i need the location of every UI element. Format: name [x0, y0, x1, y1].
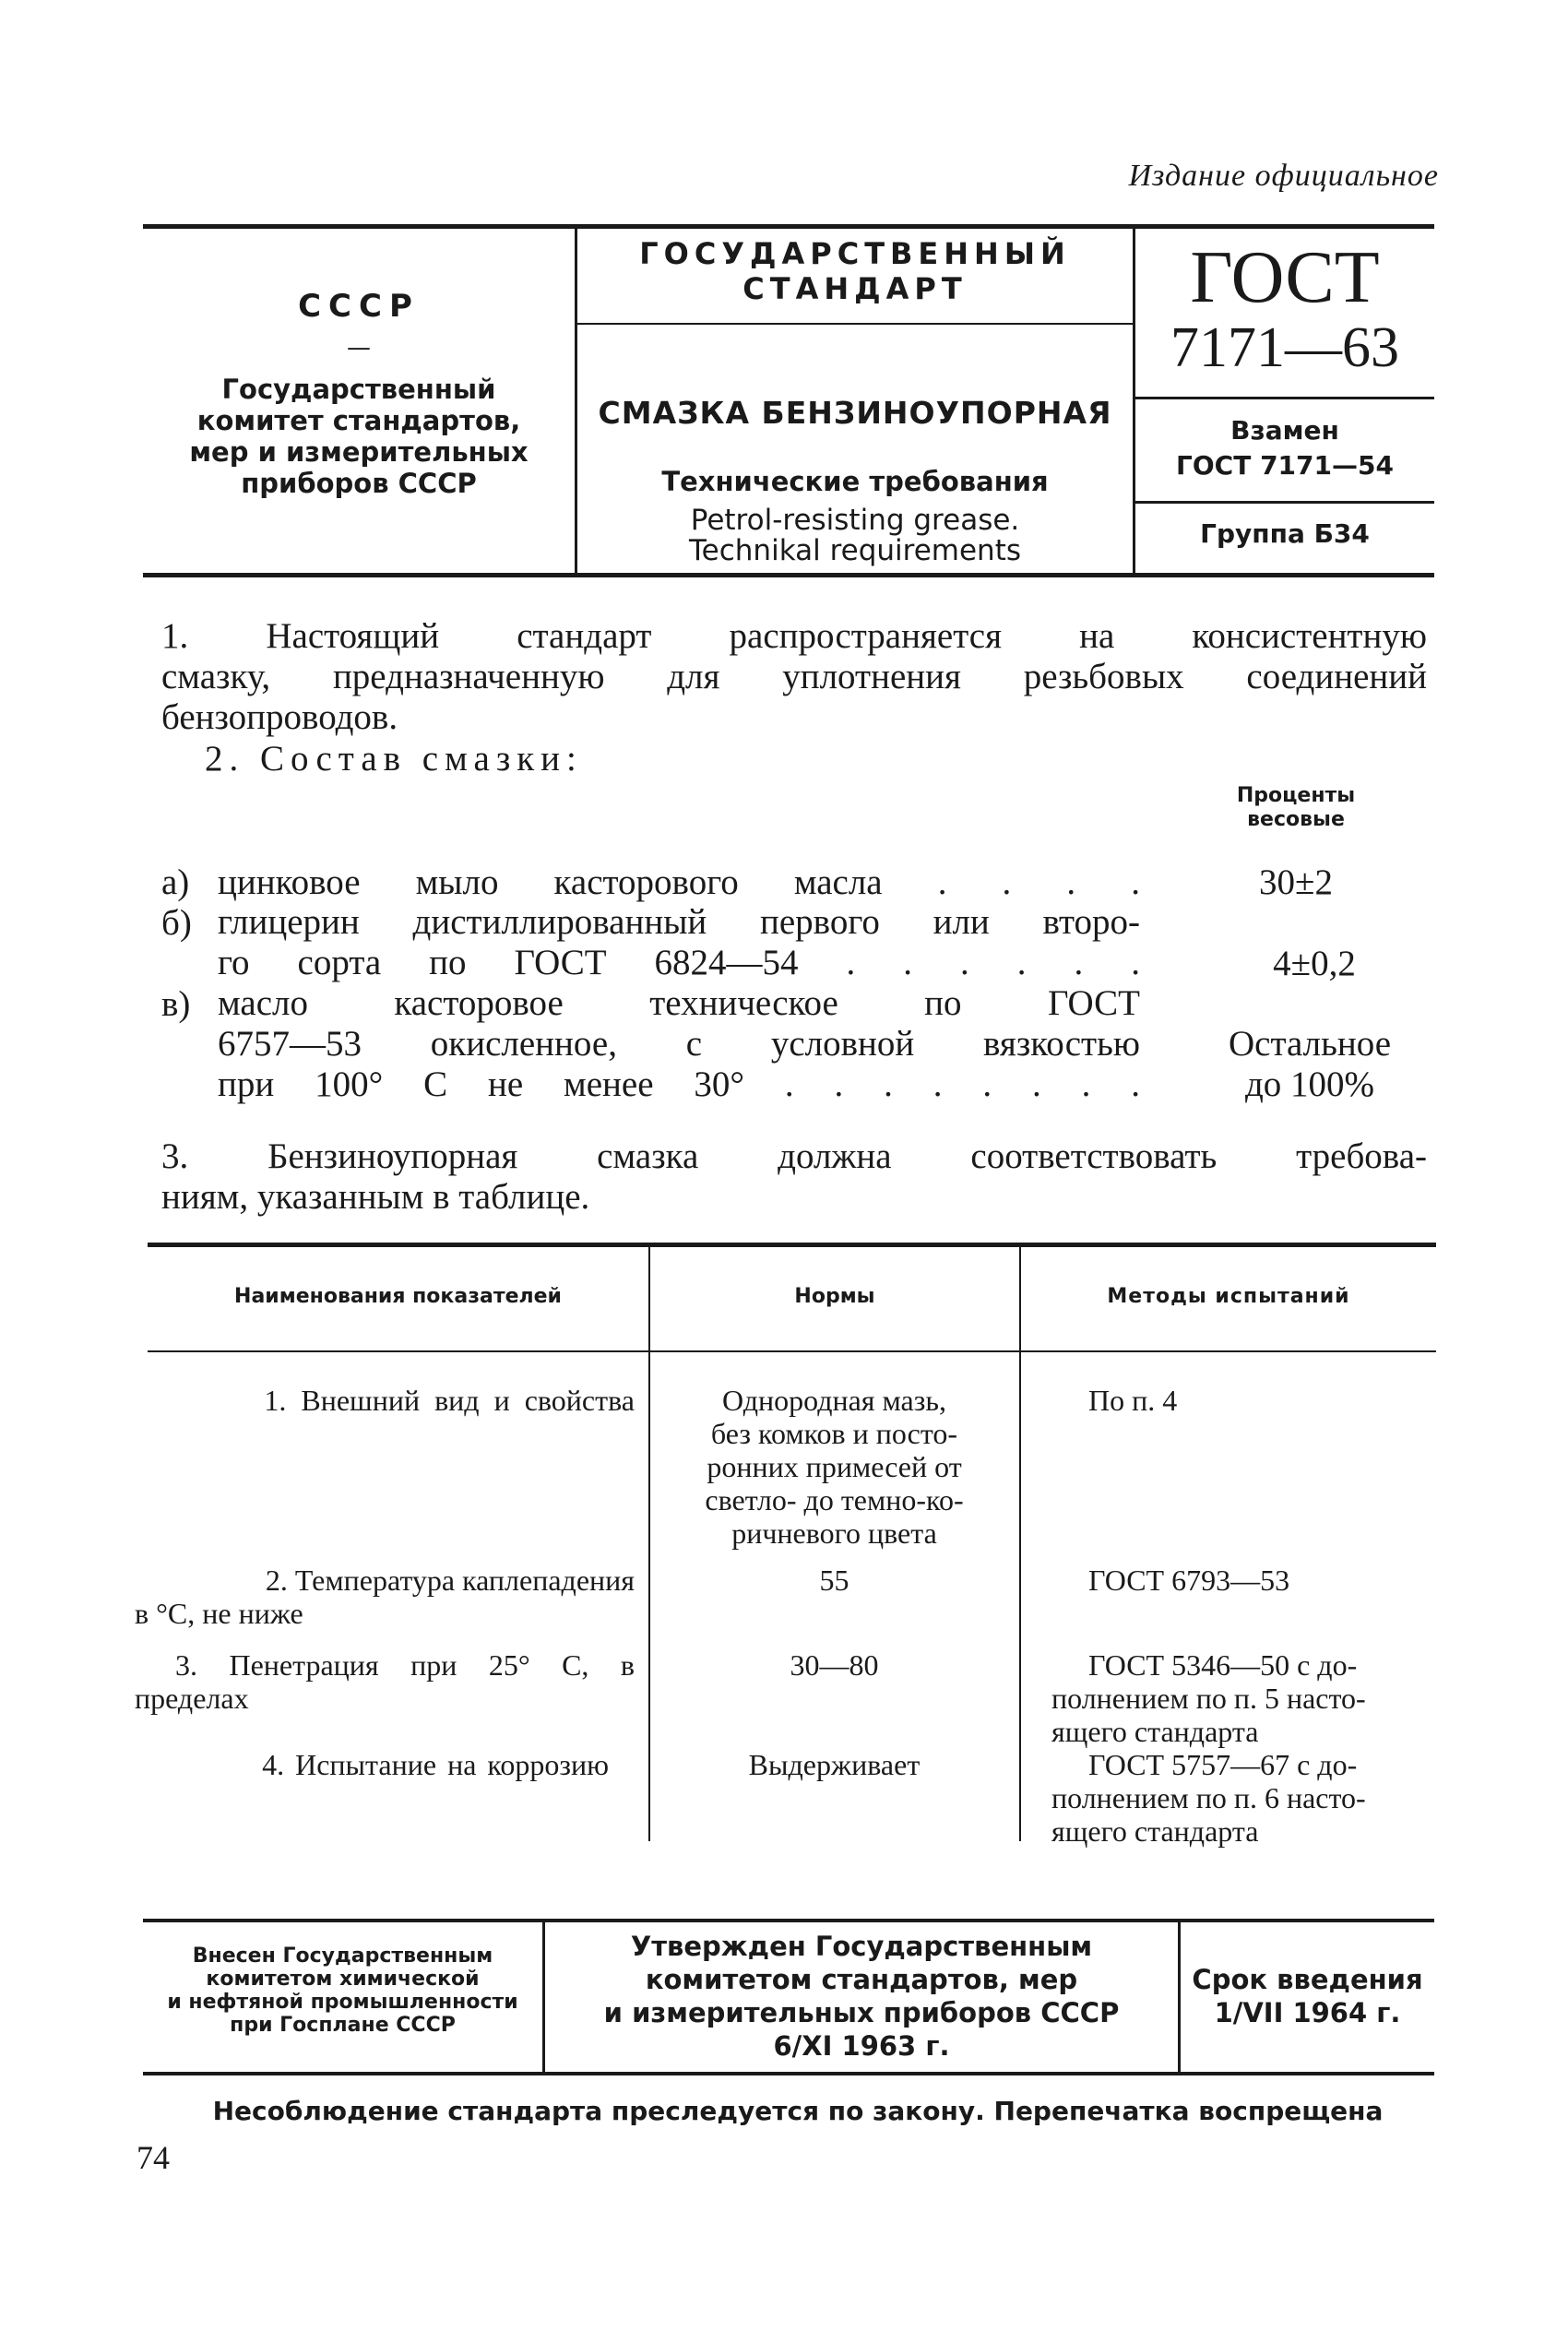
- row-method-line: полнением по п. 5 насто-: [1051, 1682, 1366, 1715]
- header-top-rule: [143, 224, 1434, 229]
- item-value: [1181, 1024, 1439, 1105]
- english-line: Petrol-resisting grease.: [690, 504, 1020, 537]
- row-norm: [657, 1564, 1012, 1597]
- org-name: [143, 374, 575, 499]
- state-standard-line: СТАНДАРТ: [742, 271, 968, 306]
- org-country: СССР: [298, 288, 420, 325]
- org-dash: —: [347, 334, 371, 362]
- composition-heading: 2. Состав смазки:: [205, 739, 583, 779]
- paragraph-line: смазку, предназначенную для уплотнения резьбовых соединений: [161, 657, 1427, 696]
- row-name-line: пределах: [135, 1682, 249, 1715]
- org-line: приборов СССР: [241, 468, 477, 499]
- state-standard-line: ГОСУДАРСТВЕННЫЙ: [639, 236, 1071, 271]
- document-title: СМАЗКА БЕНЗИНОУПОРНАЯ: [598, 395, 1112, 431]
- table-col-divider-2-body: [1019, 1352, 1021, 1841]
- table-col-divider-1-body: [648, 1352, 650, 1841]
- item-text: [218, 983, 1140, 1105]
- introduced-line: Внесен Государственным: [192, 1944, 493, 1968]
- row-method: [1051, 1648, 1437, 1748]
- footer-top-rule: [143, 1919, 1434, 1922]
- row-method-line: ГОСТ 5346—50 с до-: [1088, 1648, 1358, 1682]
- item-line: масло касторовое техническое по ГОСТ: [218, 983, 1140, 1023]
- row-name: [129, 1384, 635, 1417]
- org-line: мер и измерительных: [189, 436, 529, 468]
- introduced-line: и нефтяной промышленности: [167, 1991, 518, 2014]
- replaces-line: Взамен: [1230, 415, 1339, 446]
- row-method-line: ящего стандарта: [1051, 1814, 1259, 1848]
- table-header-name: Наименования показателей: [234, 1285, 562, 1308]
- row-norm-line: ричневого цвета: [731, 1516, 937, 1550]
- paragraph-3: [161, 1136, 1427, 1218]
- row-method: [1088, 1564, 1439, 1597]
- paragraph-line: бензопроводов.: [161, 697, 398, 737]
- document-subtitle: Технические требования: [661, 466, 1049, 497]
- row-norm-line: 30—80: [790, 1648, 879, 1682]
- row-norm-line: Однородная мазь,: [722, 1384, 946, 1417]
- percent-column-header: [1190, 784, 1402, 832]
- introduced-by: [143, 1944, 542, 2037]
- item-text: [218, 902, 1140, 983]
- row-norm-line: ронних примесей от: [707, 1450, 962, 1483]
- replaces-line: ГОСТ 7171—54: [1176, 450, 1394, 481]
- row-name-line: 1. Внешний вид и свойства: [264, 1384, 635, 1417]
- org-line: Государственный: [221, 374, 496, 405]
- header-mid-rule: [577, 323, 1133, 325]
- table-header-method: Методы испытаний: [1107, 1285, 1350, 1308]
- effective-line: 1/VII 1964 г.: [1214, 1997, 1401, 2028]
- paragraph-line: 3. Бензиноупорная смазка должна соответствовать требова-: [161, 1136, 1427, 1176]
- header-bottom-rule: [143, 573, 1434, 577]
- item-letter: в): [161, 984, 191, 1024]
- row-name-line: 2. Температура каплепадения: [265, 1564, 635, 1597]
- approved-by: [545, 1930, 1178, 2063]
- row-method-line: ГОСТ 5757—67 с до-: [1088, 1748, 1358, 1781]
- group-label: Группа Б34: [1200, 518, 1370, 549]
- item-letter: а): [161, 862, 190, 902]
- english-title: [577, 505, 1133, 566]
- percent-header-line: Проценты: [1236, 784, 1356, 807]
- effective-date: [1181, 1963, 1434, 2029]
- row-name: [135, 1648, 635, 1715]
- gost-rule-2: [1135, 501, 1434, 504]
- row-method-line: полнением по п. 6 насто-: [1051, 1781, 1366, 1814]
- row-name: [129, 1748, 609, 1781]
- item-value-line: Остальное: [1228, 1024, 1392, 1064]
- item-value-line: до 100%: [1244, 1064, 1375, 1104]
- item-value: 30±2: [1259, 862, 1333, 902]
- approved-line: Утвержден Государственным: [630, 1931, 1093, 1962]
- row-norm-line: без комков и посто-: [710, 1417, 958, 1450]
- item-line: глицерин дистиллированный первого или второ-: [218, 902, 1140, 942]
- row-name-line: 4. Испытание на коррозию: [262, 1748, 609, 1781]
- page-number: 74: [137, 2139, 170, 2176]
- paragraph-line: 1. Настоящий стандарт распространяется на консистентную: [161, 616, 1427, 656]
- table-header-rule: [148, 1350, 1436, 1352]
- table-header-norm: Нормы: [794, 1285, 875, 1308]
- row-method: [1051, 1748, 1437, 1848]
- item-text: цинковое мыло касторового масла . . . .: [218, 862, 1140, 902]
- table-top-rule: [148, 1243, 1436, 1247]
- paragraph-1: [161, 616, 1427, 738]
- row-method-line: ящего стандарта: [1051, 1715, 1259, 1748]
- effective-line: Срок введения: [1192, 1964, 1423, 1995]
- row-norm-line: 55: [819, 1564, 849, 1597]
- item-letter: б): [161, 903, 192, 943]
- row-norm-line: Выдерживает: [748, 1748, 921, 1781]
- row-name-line: 3. Пенетрация при 25° С, в: [175, 1648, 635, 1682]
- row-norm: [657, 1384, 1012, 1550]
- legal-notice: Несоблюдение стандарта преследуется по закону. Перепечатка воспрещена: [212, 2096, 1384, 2126]
- edition-label: Издание официальное: [1128, 159, 1439, 193]
- state-standard-label: [577, 236, 1133, 306]
- item-line: го сорта по ГОСТ 6824—54 . . . . . .: [218, 943, 1140, 982]
- row-name: [129, 1564, 635, 1630]
- gost-label: ГОСТ: [1190, 237, 1380, 318]
- item-value: 4±0,2: [1273, 944, 1356, 983]
- row-method: [1088, 1384, 1439, 1417]
- replaces-note: [1135, 413, 1434, 483]
- percent-header-line: весовые: [1247, 808, 1345, 831]
- approved-line: комитетом стандартов, мер: [645, 1964, 1078, 1995]
- org-line: комитет стандартов,: [196, 405, 521, 436]
- gost-rule-1: [1135, 397, 1434, 399]
- row-name-line: в °С, не ниже: [135, 1597, 303, 1630]
- introduced-line: комитетом химической: [206, 1968, 480, 1991]
- english-line: Technikal requirements: [689, 534, 1021, 567]
- gost-number: 7171—63: [1170, 316, 1399, 379]
- row-norm-line: светло- до темно-ко-: [705, 1483, 964, 1516]
- row-norm: [657, 1748, 1012, 1781]
- footer-bottom-rule: [143, 2072, 1434, 2075]
- row-method-line: По п. 4: [1088, 1384, 1178, 1417]
- approved-line: 6/XI 1963 г.: [773, 2030, 950, 2062]
- item-line: при 100° С не менее 30° . . . . . . . .: [218, 1064, 1140, 1104]
- row-method-line: ГОСТ 6793—53: [1088, 1564, 1290, 1597]
- introduced-line: при Госплане СССР: [230, 2014, 456, 2037]
- row-norm: [657, 1648, 1012, 1682]
- item-line: 6757—53 окисленное, с условной вязкостью: [218, 1024, 1140, 1064]
- paragraph-line: ниям, указанным в таблице.: [161, 1177, 590, 1217]
- approved-line: и измерительных приборов СССР: [603, 1997, 1120, 2028]
